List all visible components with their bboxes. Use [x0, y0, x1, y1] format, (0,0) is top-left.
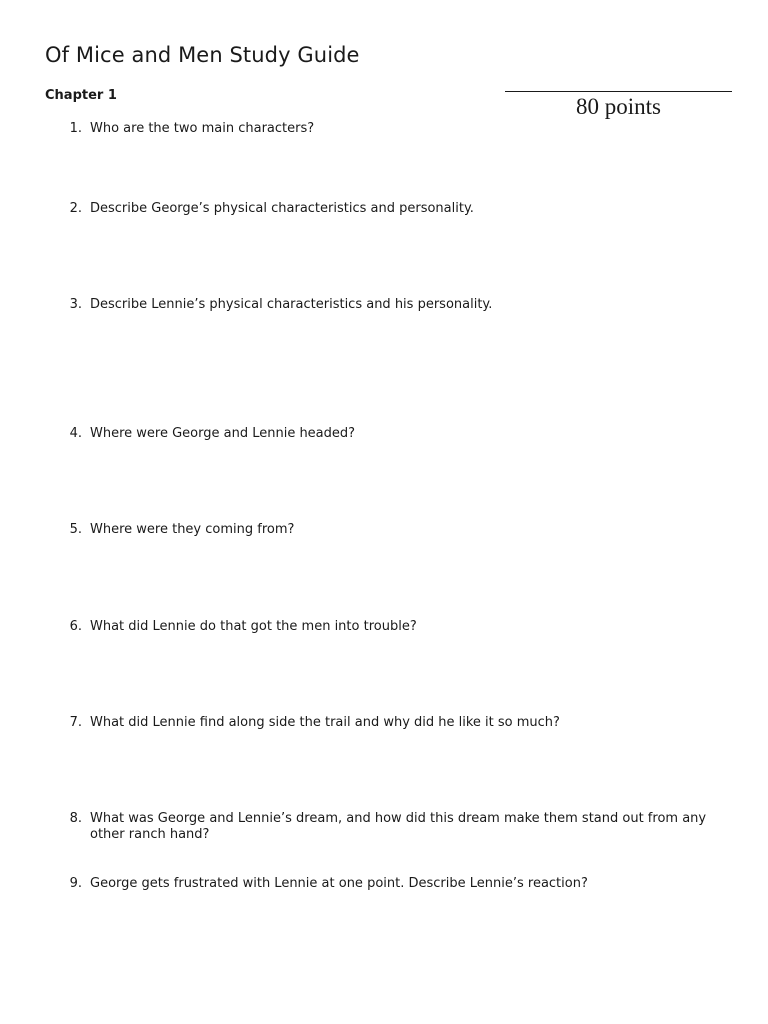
question-text: Describe Lennie’s physical characteristics and his personality. [90, 297, 493, 312]
question-number: 9. [69, 876, 82, 891]
points-label: 80 points [576, 94, 661, 119]
page-title: Of Mice and Men Study Guide [45, 43, 360, 67]
question-number: 2. [69, 201, 82, 216]
question-number: 4. [69, 426, 82, 441]
chapter-heading: Chapter 1 [45, 88, 117, 103]
question-text: Where were George and Lennie headed? [90, 426, 356, 441]
score-line [505, 91, 732, 92]
question-number: 5. [69, 522, 82, 537]
question-text: George gets frustrated with Lennie at one point. Describe Lennie’s reaction? [90, 876, 588, 891]
question-text: Where were they coming from? [90, 522, 295, 537]
question-number: 1. [69, 121, 82, 136]
question-number: 6. [69, 619, 82, 634]
question-text: Describe George’s physical characteristics and personality. [90, 201, 474, 216]
question-number: 3. [69, 297, 82, 312]
question-number: 8. [69, 811, 82, 826]
question-text: What did Lennie find along side the trail and why did he like it so much? [90, 715, 560, 730]
question-text: What did Lennie do that got the men into trouble? [90, 619, 417, 634]
question-number: 7. [69, 715, 82, 730]
question-text: Who are the two main characters? [90, 121, 315, 136]
question-text: What was George and Lennie’s dream, and how did this dream make them stand out from any other ranch hand? [90, 811, 707, 842]
